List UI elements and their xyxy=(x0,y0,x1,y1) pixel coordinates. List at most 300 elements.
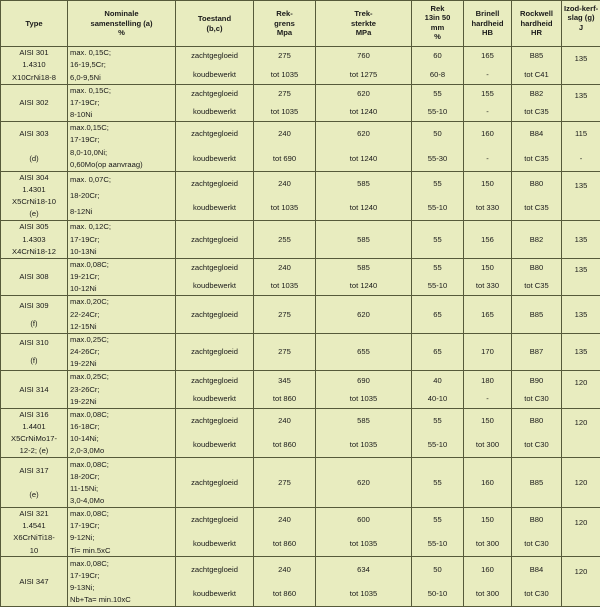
tensile-line: tot 1240 xyxy=(349,203,378,213)
composition-line: 16-18Cr; xyxy=(70,422,100,432)
elongation-line: 50-10 xyxy=(427,589,448,599)
rockwell-hardness-cell xyxy=(512,371,562,409)
table-row xyxy=(1,371,600,409)
type-line: AISI 302 xyxy=(19,98,49,107)
izod-impact-cell xyxy=(562,507,600,557)
elongation-line: 55-10 xyxy=(427,107,448,117)
rockwell-hardness-cell xyxy=(512,47,562,85)
izod-line: 135 xyxy=(574,347,588,357)
brinell-line: 150 xyxy=(481,515,494,525)
brinell-line: 170 xyxy=(481,347,494,357)
type-line: (f) xyxy=(30,318,38,328)
elongation-line: 55-10 xyxy=(427,539,448,549)
composition-line: max.0,08C; xyxy=(70,259,109,269)
tensile-strength-cell xyxy=(316,333,412,371)
tensile-line: tot 1035 xyxy=(349,589,378,599)
brinell-line: - xyxy=(486,393,489,403)
condition-line: zachtgegloeid xyxy=(191,416,238,426)
rockwell-line: B85 xyxy=(529,51,544,61)
brinell-line: 165 xyxy=(481,309,494,319)
composition-line: 24-26Cr; xyxy=(70,347,100,357)
yield-line: tot 690 xyxy=(272,153,297,163)
type-line: (d) xyxy=(29,153,39,163)
izod-impact-cell xyxy=(562,408,600,458)
composition-line: 18-20Cr; xyxy=(70,191,100,201)
rockwell-line: tot C35 xyxy=(524,153,549,163)
brinell-line: 160 xyxy=(481,129,494,139)
yield-strength-cell xyxy=(254,408,316,458)
type-line: AISI 310 xyxy=(19,338,49,348)
brinell-hardness-cell xyxy=(464,333,512,371)
elongation-cell xyxy=(412,333,464,371)
composition-line: 19-21Cr; xyxy=(70,272,100,282)
condition-line: zachtgegloeid xyxy=(191,88,238,98)
condition-cell xyxy=(176,296,254,334)
condition-line: zachtgegloeid xyxy=(191,375,238,385)
condition-line: koudbewerkt xyxy=(192,281,237,291)
type-cell xyxy=(1,458,68,508)
type-line: AISI 314 xyxy=(19,384,49,394)
condition-cell xyxy=(176,333,254,371)
brinell-line: 180 xyxy=(481,375,494,385)
rockwell-hardness-cell xyxy=(512,507,562,557)
composition-line: 0,60Mo(op aanvraag) xyxy=(70,159,143,169)
tensile-line: tot 1240 xyxy=(349,281,378,291)
composition-cell xyxy=(68,458,176,508)
yield-strength-cell xyxy=(254,47,316,85)
brinell-line: - xyxy=(486,69,489,79)
yield-strength-cell xyxy=(254,171,316,221)
izod-impact-cell xyxy=(562,47,600,85)
yield-line: tot 1035 xyxy=(270,281,299,291)
table-row xyxy=(1,171,600,221)
tensile-line: 620 xyxy=(357,129,370,139)
composition-line: max.0,20C; xyxy=(70,297,109,307)
elongation-line: 55-30 xyxy=(427,153,448,163)
izod-line: 135 xyxy=(574,181,588,191)
composition-line: max.0,08C; xyxy=(70,509,109,519)
composition-line: max. 0,15C; xyxy=(70,48,111,58)
composition-cell xyxy=(68,333,176,371)
izod-line: 115 xyxy=(574,129,588,139)
condition-line: zachtgegloeid xyxy=(191,309,238,319)
condition-line: zachtgegloeid xyxy=(191,178,238,188)
condition-line: koudbewerkt xyxy=(192,107,237,117)
tensile-strength-cell xyxy=(316,296,412,334)
yield-line: 240 xyxy=(278,129,291,139)
tensile-strength-cell xyxy=(316,258,412,296)
type-cell xyxy=(1,84,68,122)
yield-strength-cell xyxy=(254,371,316,409)
composition-line: 17-19Cr; xyxy=(70,570,100,580)
rockwell-line: B84 xyxy=(529,129,544,139)
elongation-cell xyxy=(412,47,464,85)
condition-line: zachtgegloeid xyxy=(191,51,238,61)
izod-line: 135 xyxy=(574,91,588,101)
yield-line: 275 xyxy=(278,88,291,98)
table-row xyxy=(1,296,600,334)
condition-line: koudbewerkt xyxy=(192,589,237,599)
composition-line: Ti= min.5xC xyxy=(70,545,111,555)
type-line: (f) xyxy=(30,356,38,366)
izod-line: 120 xyxy=(574,567,588,577)
type-cell xyxy=(1,408,68,458)
rockwell-line: tot C30 xyxy=(524,539,549,549)
brinell-hardness-cell xyxy=(464,171,512,221)
type-line: AISI 316 xyxy=(19,409,49,419)
composition-line: max. 0,15C; xyxy=(70,85,111,95)
rockwell-line: B80 xyxy=(529,178,544,188)
condition-cell xyxy=(176,47,254,85)
condition-line: zachtgegloeid xyxy=(191,129,238,139)
rockwell-hardness-cell xyxy=(512,122,562,172)
table-row xyxy=(1,122,600,172)
yield-strength-cell xyxy=(254,84,316,122)
condition-cell xyxy=(176,122,254,172)
type-line: 1.4401 xyxy=(22,422,46,432)
izod-impact-cell xyxy=(562,557,600,607)
composition-cell xyxy=(68,408,176,458)
header-type: Type xyxy=(1,1,68,47)
yield-line: 240 xyxy=(278,178,291,188)
elongation-line: 55-10 xyxy=(427,440,448,450)
type-cell xyxy=(1,122,68,172)
composition-line: max.0,08C; xyxy=(70,409,109,419)
condition-cell xyxy=(176,557,254,607)
composition-line: 8-12Ni xyxy=(70,207,93,217)
elongation-line: 55 xyxy=(433,515,442,525)
yield-line: 275 xyxy=(278,51,291,61)
tensile-strength-cell xyxy=(316,84,412,122)
composition-cell xyxy=(68,122,176,172)
type-line: AISI 308 xyxy=(19,272,49,282)
rockwell-line: B90 xyxy=(529,375,544,385)
type-line: AISI 305 xyxy=(19,222,49,232)
condition-line: koudbewerkt xyxy=(192,203,237,213)
rockwell-line: B82 xyxy=(529,88,544,98)
rockwell-line: tot C35 xyxy=(524,203,549,213)
elongation-line: 55 xyxy=(433,263,442,273)
composition-line: 17-19Cr; xyxy=(70,97,100,107)
tensile-line: 585 xyxy=(357,178,370,188)
composition-line: 3,0-4,0Mo xyxy=(70,495,105,505)
izod-impact-cell xyxy=(562,122,600,172)
rockwell-hardness-cell xyxy=(512,258,562,296)
tensile-line: 620 xyxy=(357,309,370,319)
brinell-hardness-cell xyxy=(464,84,512,122)
yield-line: 240 xyxy=(278,515,291,525)
elongation-cell xyxy=(412,258,464,296)
elongation-line: 65 xyxy=(433,347,442,357)
izod-line: 120 xyxy=(574,377,588,387)
composition-line: 9-12Ni; xyxy=(70,533,95,543)
elongation-cell xyxy=(412,408,464,458)
brinell-hardness-cell xyxy=(464,47,512,85)
composition-line: 17-19Cr; xyxy=(70,135,100,145)
composition-line: 10-13Ni xyxy=(70,246,97,256)
tensile-line: tot 1240 xyxy=(349,107,378,117)
composition-line: 23-26Cr; xyxy=(70,384,100,394)
brinell-line: tot 330 xyxy=(475,203,500,213)
composition-line: max.0,08C; xyxy=(70,459,109,469)
header-composition: Nominale samenstelling (a) % xyxy=(68,1,176,47)
composition-line: max.0,25C; xyxy=(70,372,109,382)
composition-line: max.0,15C; xyxy=(70,123,109,133)
condition-cell xyxy=(176,408,254,458)
brinell-line: 160 xyxy=(481,564,494,574)
yield-line: 240 xyxy=(278,416,291,426)
rockwell-line: B80 xyxy=(529,263,544,273)
composition-cell xyxy=(68,171,176,221)
composition-line: 19-22Ni xyxy=(70,359,97,369)
condition-cell xyxy=(176,171,254,221)
condition-cell xyxy=(176,258,254,296)
condition-line: koudbewerkt xyxy=(192,393,237,403)
type-cell xyxy=(1,557,68,607)
izod-line: 135 xyxy=(574,234,588,244)
header-rockwell: Rockwell hardheid HR xyxy=(512,1,562,47)
composition-cell xyxy=(68,221,176,259)
izod-line: 135 xyxy=(574,265,588,275)
header-row xyxy=(1,1,600,47)
yield-line: 345 xyxy=(278,375,291,385)
condition-cell xyxy=(176,458,254,508)
header-elongation: Rek 13in 50 mm % xyxy=(412,1,464,47)
composition-line: 17-19Cr; xyxy=(70,234,100,244)
rockwell-line: B80 xyxy=(529,416,544,426)
yield-line: tot 1035 xyxy=(270,69,299,79)
elongation-line: 40-10 xyxy=(427,393,448,403)
yield-line: tot 860 xyxy=(272,539,297,549)
composition-line: 12-15Ni xyxy=(70,321,97,331)
brinell-line: 165 xyxy=(481,51,494,61)
izod-line: 120 xyxy=(574,477,588,487)
condition-cell xyxy=(176,371,254,409)
condition-line: zachtgegloeid xyxy=(191,347,238,357)
table-row xyxy=(1,47,600,85)
type-line: (e) xyxy=(29,209,39,219)
type-cell xyxy=(1,47,68,85)
composition-line: 10-14Ni; xyxy=(70,434,99,444)
tensile-line: tot 1035 xyxy=(349,440,378,450)
yield-strength-cell xyxy=(254,122,316,172)
tensile-line: 620 xyxy=(357,88,370,98)
table-row xyxy=(1,507,600,557)
izod-impact-cell xyxy=(562,371,600,409)
rockwell-hardness-cell xyxy=(512,557,562,607)
tensile-line: 620 xyxy=(357,477,370,487)
condition-line: zachtgegloeid xyxy=(191,515,238,525)
tensile-strength-cell xyxy=(316,221,412,259)
brinell-line: tot 300 xyxy=(475,440,500,450)
composition-line: 8,0-10,0Ni; xyxy=(70,147,108,157)
izod-impact-cell xyxy=(562,171,600,221)
type-cell xyxy=(1,221,68,259)
table-row xyxy=(1,408,600,458)
elongation-line: 55 xyxy=(433,234,442,244)
rockwell-line: tot C35 xyxy=(524,107,549,117)
condition-line: zachtgegloeid xyxy=(191,263,238,273)
izod-impact-cell xyxy=(562,333,600,371)
composition-line: 6,0-9,5Ni xyxy=(70,72,101,82)
table-row xyxy=(1,458,600,508)
brinell-line: 150 xyxy=(481,263,494,273)
rockwell-line: B82 xyxy=(529,234,544,244)
izod-impact-cell xyxy=(562,221,600,259)
yield-line: tot 1035 xyxy=(270,107,299,117)
elongation-line: 50 xyxy=(433,129,442,139)
rockwell-hardness-cell xyxy=(512,333,562,371)
izod-impact-cell xyxy=(562,84,600,122)
rockwell-line: B87 xyxy=(529,347,544,357)
tensile-line: 690 xyxy=(357,375,370,385)
composition-line: 9-13Ni; xyxy=(70,583,95,592)
brinell-line: 150 xyxy=(481,416,494,426)
composition-line: max.0,25C; xyxy=(70,334,109,344)
elongation-line: 50 xyxy=(433,564,442,574)
elongation-line: 60-8 xyxy=(429,69,446,79)
izod-line: 120 xyxy=(574,418,588,428)
table-row xyxy=(1,258,600,296)
type-cell xyxy=(1,333,68,371)
table-row xyxy=(1,221,600,259)
tensile-strength-cell xyxy=(316,47,412,85)
rockwell-hardness-cell xyxy=(512,171,562,221)
elongation-line: 65 xyxy=(433,309,442,319)
yield-line: 255 xyxy=(278,234,291,244)
brinell-hardness-cell xyxy=(464,458,512,508)
brinell-hardness-cell xyxy=(464,557,512,607)
rockwell-hardness-cell xyxy=(512,296,562,334)
table-row xyxy=(1,557,600,607)
tensile-line: 655 xyxy=(357,347,370,357)
elongation-line: 60 xyxy=(433,51,442,61)
tensile-line: tot 1035 xyxy=(349,393,378,403)
tensile-line: 634 xyxy=(357,564,370,574)
rockwell-line: tot C41 xyxy=(524,69,549,79)
type-line: AISI 304 xyxy=(19,172,49,182)
type-line: 1.4541 xyxy=(22,521,46,531)
brinell-hardness-cell xyxy=(464,507,512,557)
yield-strength-cell xyxy=(254,557,316,607)
izod-impact-cell xyxy=(562,458,600,508)
yield-line: 275 xyxy=(278,477,291,487)
yield-line: tot 1035 xyxy=(270,203,299,213)
type-line: 12-2; (e) xyxy=(19,446,49,456)
composition-cell xyxy=(68,557,176,607)
header-yield: Rek- grens Mpa xyxy=(254,1,316,47)
composition-line: 2,0-3,0Mo xyxy=(70,446,105,456)
composition-line: 19-22Ni xyxy=(70,396,97,406)
type-line: AISI 317 xyxy=(19,465,49,475)
type-cell xyxy=(1,258,68,296)
yield-line: tot 860 xyxy=(272,589,297,599)
condition-cell xyxy=(176,221,254,259)
elongation-cell xyxy=(412,371,464,409)
composition-cell xyxy=(68,47,176,85)
table-body xyxy=(1,47,600,607)
brinell-line: 160 xyxy=(481,477,494,487)
composition-line: 22-24Cr; xyxy=(70,309,100,319)
rockwell-line: B85 xyxy=(529,477,544,487)
rockwell-line: B84 xyxy=(529,564,544,574)
yield-strength-cell xyxy=(254,221,316,259)
elongation-cell xyxy=(412,122,464,172)
condition-line: zachtgegloeid xyxy=(191,234,238,244)
brinell-line: - xyxy=(486,153,489,163)
composition-line: max. 0,07C; xyxy=(70,174,111,184)
izod-line: - xyxy=(579,153,583,163)
izod-line: 135 xyxy=(574,309,588,319)
composition-line: Nb+Ta= min.10xC xyxy=(70,595,131,605)
yield-line: 240 xyxy=(278,263,291,273)
yield-line: tot 860 xyxy=(272,393,297,403)
type-line: 10 xyxy=(29,545,39,555)
tensile-strength-cell xyxy=(316,458,412,508)
condition-line: koudbewerkt xyxy=(192,69,237,79)
izod-impact-cell xyxy=(562,296,600,334)
elongation-cell xyxy=(412,557,464,607)
condition-line: koudbewerkt xyxy=(192,539,237,549)
brinell-hardness-cell xyxy=(464,408,512,458)
tensile-strength-cell xyxy=(316,171,412,221)
brinell-hardness-cell xyxy=(464,371,512,409)
elongation-line: 55 xyxy=(433,477,442,487)
izod-impact-cell xyxy=(562,258,600,296)
rockwell-line: tot C30 xyxy=(524,440,549,450)
type-line: AISI 301 xyxy=(19,48,49,58)
composition-cell xyxy=(68,258,176,296)
elongation-cell xyxy=(412,221,464,259)
composition-line: max.0,08C; xyxy=(70,558,109,568)
composition-line: 17-19Cr; xyxy=(70,521,100,531)
brinell-hardness-cell xyxy=(464,122,512,172)
elongation-cell xyxy=(412,458,464,508)
rockwell-line: B85 xyxy=(529,309,544,319)
tensile-line: tot 1275 xyxy=(349,69,378,79)
brinell-line: tot 300 xyxy=(475,539,500,549)
tensile-line: tot 1035 xyxy=(349,539,378,549)
header-izod: Izod-kerf- slag (g) J xyxy=(562,1,600,47)
table-row xyxy=(1,84,600,122)
rockwell-line: tot C30 xyxy=(524,589,549,599)
rockwell-line: tot C35 xyxy=(524,281,549,291)
rockwell-line: tot C30 xyxy=(524,393,549,403)
brinell-hardness-cell xyxy=(464,221,512,259)
yield-strength-cell xyxy=(254,258,316,296)
composition-line: 10-12Ni xyxy=(70,284,97,294)
rockwell-hardness-cell xyxy=(512,458,562,508)
elongation-line: 55 xyxy=(433,416,442,426)
brinell-hardness-cell xyxy=(464,258,512,296)
brinell-line: 150 xyxy=(481,178,494,188)
yield-strength-cell xyxy=(254,333,316,371)
tensile-line: 760 xyxy=(357,51,370,61)
type-cell xyxy=(1,507,68,557)
tensile-line: 585 xyxy=(357,263,370,273)
type-line: AISI 321 xyxy=(19,509,49,519)
composition-cell xyxy=(68,84,176,122)
condition-cell xyxy=(176,84,254,122)
condition-line: koudbewerkt xyxy=(192,440,237,450)
elongation-line: 40 xyxy=(433,375,442,385)
brinell-line: 155 xyxy=(481,88,494,98)
composition-line: 18-20Cr; xyxy=(70,471,100,481)
composition-line: 8-10Ni xyxy=(70,110,93,120)
composition-cell xyxy=(68,507,176,557)
condition-cell xyxy=(176,507,254,557)
tensile-line: 600 xyxy=(357,515,370,525)
